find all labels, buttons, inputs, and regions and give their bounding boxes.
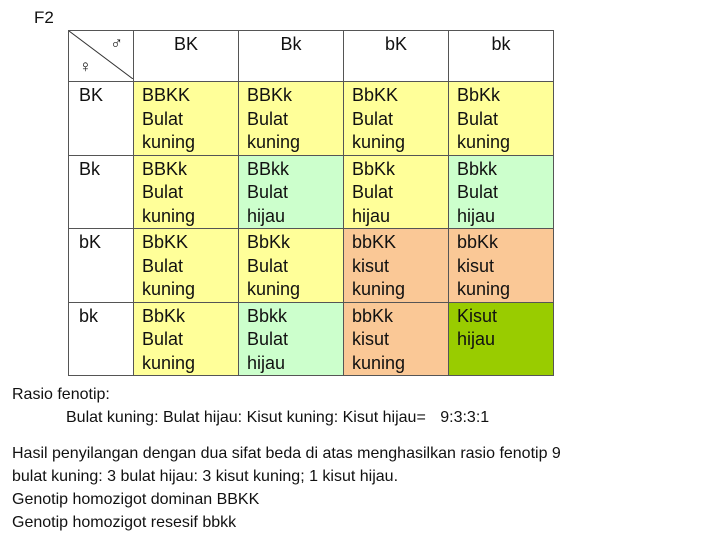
cell-phenotype: hijau: [457, 205, 496, 226]
genotip-resesif: Genotip homozigot resesif bbkk: [12, 514, 237, 531]
cell-phenotype: kuning: [457, 132, 511, 152]
punnett-cell: [449, 229, 554, 303]
cell-genotype: BbKk: [142, 305, 186, 326]
cell-genotype: BbKK: [142, 232, 189, 252]
punnett-cell: [239, 82, 344, 156]
cell-phenotype: Bulat: [247, 255, 289, 276]
cell-genotype: BbKk: [457, 85, 501, 105]
table-row: [69, 229, 554, 303]
rasio-label: Bulat kuning: Bulat hijau: Kisut kuning: Kisut hijau=: [66, 409, 426, 426]
row-header-Bk: Bk: [69, 155, 134, 229]
cell-phenotype: Bulat: [352, 108, 394, 129]
punnett-cell: [239, 155, 344, 229]
rasio-value: 9:3:3:1: [440, 409, 490, 426]
cell-phenotype: hijau: [457, 329, 496, 349]
cell-genotype: BBKk: [142, 158, 188, 179]
cell-phenotype: kisut: [352, 255, 390, 276]
cell-phenotype: hijau: [247, 352, 286, 373]
punnett-cell: [344, 155, 449, 229]
punnett-cell: [239, 229, 344, 303]
cell-phenotype: kuning: [142, 205, 196, 226]
cell-phenotype: kuning: [142, 352, 196, 373]
cell-genotype: Kisut: [457, 305, 498, 326]
cell-genotype: bbKk: [352, 305, 394, 326]
cell-phenotype: kuning: [142, 132, 196, 152]
punnett-cell: [134, 229, 239, 303]
punnett-square-table: [68, 30, 554, 376]
cell-phenotype: Bulat: [457, 108, 499, 129]
cell-genotype: Bbkk: [247, 305, 288, 326]
cell-phenotype: kuning: [352, 279, 406, 299]
cell-genotype: BbKK: [352, 85, 399, 105]
cell-phenotype: kuning: [247, 132, 301, 152]
cell-phenotype: Bulat: [142, 108, 184, 129]
punnett-cell: [344, 302, 449, 376]
punnett-cell: [449, 82, 554, 156]
cell-phenotype: Bulat: [247, 182, 289, 202]
cell-phenotype: kuning: [457, 279, 511, 299]
corner-cell: [69, 31, 134, 82]
male-symbol-icon: ♂: [110, 34, 123, 53]
row-header-bK: bK: [69, 229, 134, 303]
cell-phenotype: kuning: [247, 279, 301, 299]
cell-phenotype: Bulat: [457, 182, 499, 202]
cell-genotype: bbKk: [457, 232, 499, 252]
cell-phenotype: hijau: [247, 205, 286, 226]
punnett-cell: [449, 155, 554, 229]
column-header-Bk: Bk: [239, 31, 344, 82]
cell-genotype: BbKk: [352, 158, 396, 179]
punnett-cell: [344, 82, 449, 156]
column-header-BK: BK: [134, 31, 239, 82]
punnett-cell: [344, 229, 449, 303]
cell-phenotype: Bulat: [142, 182, 184, 202]
punnett-cell: [134, 302, 239, 376]
female-symbol-icon: ♀: [79, 57, 92, 76]
column-header-bK: bK: [344, 31, 449, 82]
cell-phenotype: Bulat: [352, 182, 394, 202]
cell-genotype: BBKk: [247, 85, 293, 105]
cell-genotype: BBKK: [142, 85, 191, 105]
cell-phenotype: kuning: [142, 279, 196, 299]
page-title: F2: [34, 8, 54, 27]
column-header-bk: bk: [449, 31, 554, 82]
cell-phenotype: kisut: [457, 255, 495, 276]
table-row: [69, 155, 554, 229]
cell-phenotype: kuning: [352, 132, 406, 152]
cell-genotype: Bbkk: [457, 158, 498, 179]
punnett-cell: [239, 302, 344, 376]
cell-phenotype: kisut: [352, 329, 390, 349]
cell-phenotype: kuning: [352, 352, 406, 373]
table-row: [69, 302, 554, 376]
punnett-cell: [134, 155, 239, 229]
hasil-line-2: bulat kuning: 3 bulat hijau: 3 kisut kuning; 1 kisut hijau.: [12, 468, 399, 485]
cell-phenotype: hijau: [352, 205, 391, 226]
table-row: [69, 82, 554, 156]
punnett-cell: [449, 302, 554, 376]
cell-phenotype: Bulat: [142, 329, 184, 349]
punnett-cell: [134, 82, 239, 156]
cell-phenotype: Bulat: [247, 108, 289, 129]
row-header-bk: bk: [69, 302, 134, 376]
cell-phenotype: Bulat: [142, 255, 184, 276]
cell-genotype: BBkk: [247, 158, 290, 179]
cell-genotype: BbKk: [247, 232, 291, 252]
hasil-line-1: Hasil penyilangan dengan dua sifat beda di atas menghasilkan rasio fenotip 9: [12, 445, 561, 462]
row-header-BK: BK: [69, 82, 134, 156]
genotip-dominan: Genotip homozigot dominan BBKK: [12, 491, 260, 508]
cell-phenotype: Bulat: [247, 329, 289, 349]
rasio-line: [66, 408, 489, 427]
rasio-heading: Rasio fenotip:: [12, 386, 110, 403]
cell-genotype: bbKK: [352, 232, 397, 252]
